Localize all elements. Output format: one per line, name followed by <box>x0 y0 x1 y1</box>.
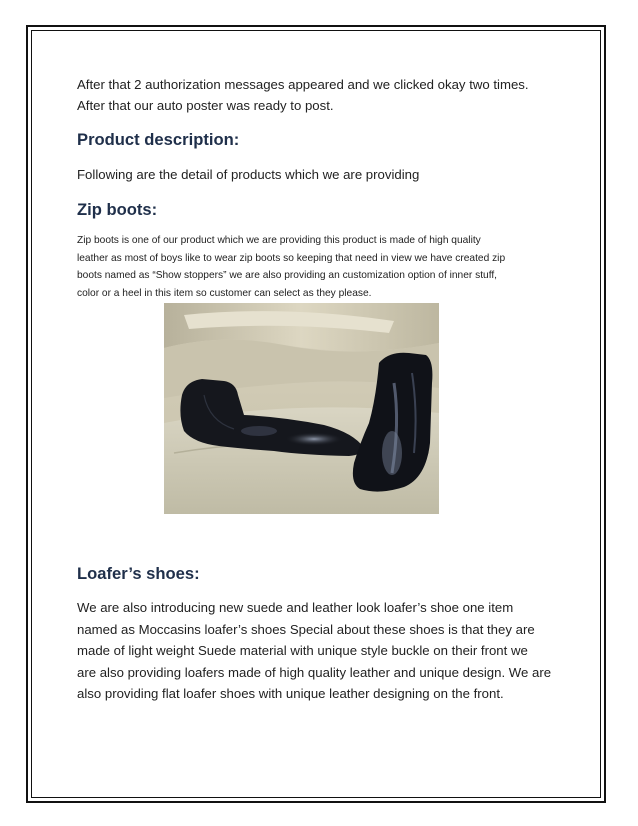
zip-boots-line-2: leather as most of boys like to wear zip boots so keeping that need in view we have created zip <box>77 253 506 264</box>
zip-boots-line-4: color or a heel in this item so customer can select as they please. <box>77 288 372 299</box>
product-description-heading: Product description: <box>77 130 240 149</box>
loafer-line-1: We are also introducing new suede and leather look loafer’s shoe one item <box>77 600 514 615</box>
loafer-line-2: named as Moccasins loafer’s shoes Special about these shoes is that they are <box>77 622 535 637</box>
zip-boots-line-1: Zip boots is one of our product which we are providing this product is made of high quality <box>77 235 481 246</box>
intro-line-1: After that 2 authorization messages appeared and we clicked okay two times. <box>77 77 529 92</box>
loafer-line-4: are also providing loafers made of high quality leather and unique design. We are <box>77 665 552 680</box>
zip-boots-line-3: boots named as “Show stoppers” we are also providing an customization option of inner stuff, <box>77 270 497 281</box>
loafer-line-5: also providing flat loafer shoes with unique leather designing on the front. <box>77 686 504 701</box>
zip-boots-heading: Zip boots: <box>77 200 158 219</box>
product-description-text: Following are the detail of products which we are providing <box>77 167 420 182</box>
intro-line-2: After that our auto poster was ready to post. <box>77 98 334 113</box>
loafer-line-3: made of light weight Suede material with unique style buckle on their front we <box>77 643 528 658</box>
zip-boots-photo <box>164 303 439 514</box>
loafer-shoes-heading: Loafer’s shoes: <box>77 564 200 583</box>
